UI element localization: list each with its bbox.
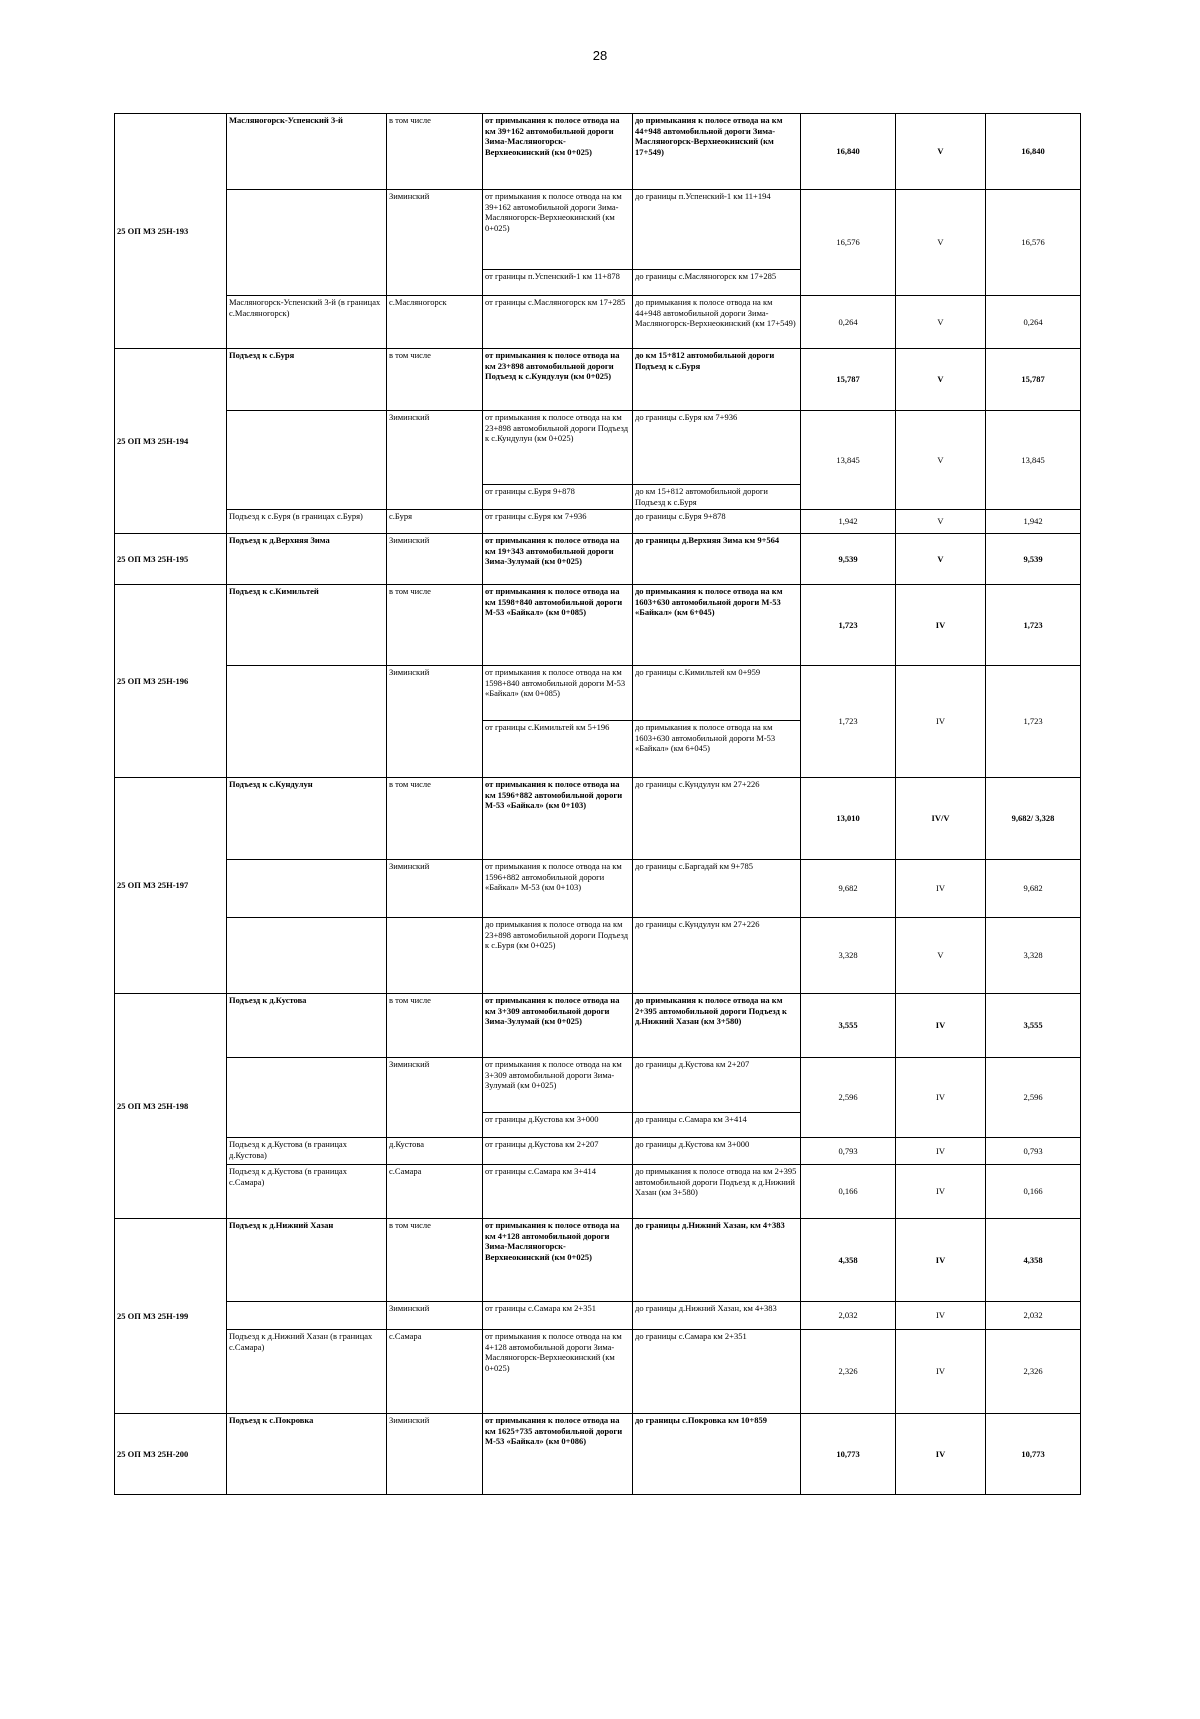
road-name: Подъезд к с.Буря <box>227 349 387 411</box>
total-value: 0,264 <box>986 296 1081 349</box>
road-name: Подъезд к с.Буря (в границах с.Буря) <box>227 510 387 534</box>
category-value: IV <box>896 1165 986 1219</box>
length-value: 9,539 <box>801 534 896 585</box>
segment-from: от примыкания к полосе отвода на км 3+309 автомобильной дороги Зима-Зулумай (км 0+025) <box>483 994 633 1058</box>
total-value: 2,032 <box>986 1302 1081 1330</box>
district: в том числе <box>387 114 483 190</box>
segment-to: до примыкания к полосе отвода на км 1603+630 автомобильной дороги М-53 «Байкал» (км 6+045) <box>633 585 801 666</box>
category-value: IV <box>896 1414 986 1495</box>
segment-to: до границы с.Кундулун км 27+226 <box>633 918 801 994</box>
category-value: V <box>896 114 986 190</box>
total-value: 3,328 <box>986 918 1081 994</box>
road-name: Масляногорск-Успенский 3-й <box>227 114 387 190</box>
district: в том числе <box>387 349 483 411</box>
category-value: IV <box>896 860 986 918</box>
road-name <box>227 1058 387 1138</box>
road-name <box>227 411 387 510</box>
road-id: 25 ОП МЗ 25Н-199 <box>115 1219 227 1414</box>
segment-from: от примыкания к полосе отвода на км 1598+840 автомобильной дороги М-53 «Байкал» (км 0+085) <box>483 585 633 666</box>
segment-from: от примыкания к полосе отвода на км 1625+735 автомобильной дороги М-53 «Байкал» (км 0+086) <box>483 1414 633 1495</box>
district: д.Кустова <box>387 1138 483 1165</box>
length-value: 3,328 <box>801 918 896 994</box>
category-value: IV <box>896 1138 986 1165</box>
segment-from: от примыкания к полосе отвода на км 1598+840 автомобильной дороги М-53 «Байкал» (км 0+085) <box>483 666 633 721</box>
category-value: IV/V <box>896 778 986 860</box>
segment-to: до границы д.Нижний Хазан, км 4+383 <box>633 1219 801 1302</box>
district: Зиминский <box>387 1414 483 1495</box>
table-row <box>115 534 1081 585</box>
segment-to: до границы д.Нижний Хазан, км 4+383 <box>633 1302 801 1330</box>
category-value: IV <box>896 994 986 1058</box>
district: Зиминский <box>387 860 483 918</box>
segment-to: до границы с.Покровка км 10+859 <box>633 1414 801 1495</box>
district <box>387 918 483 994</box>
table-row <box>115 411 1081 485</box>
segment-to: до границы д.Кустова км 2+207 <box>633 1058 801 1113</box>
length-value: 0,166 <box>801 1165 896 1219</box>
road-name <box>227 666 387 778</box>
segment-from: от границы с.Масляногорск км 17+285 <box>483 296 633 349</box>
segment-from: от примыкания к полосе отвода на км 39+162 автомобильной дороги Зима-Масляногорск-Верхнеокинский (км 0+025) <box>483 190 633 270</box>
road-id: 25 ОП МЗ 25Н-198 <box>115 994 227 1219</box>
length-value: 16,576 <box>801 190 896 296</box>
district: в том числе <box>387 994 483 1058</box>
table-row <box>115 1165 1081 1219</box>
table-row <box>115 1138 1081 1165</box>
road-name: Подъезд к с.Кимильтей <box>227 585 387 666</box>
table-row <box>115 860 1081 918</box>
segment-from: от границы с.Буря км 7+936 <box>483 510 633 534</box>
road-name: Подъезд к д.Верхняя Зима <box>227 534 387 585</box>
category-value: V <box>896 411 986 510</box>
table-row <box>115 1219 1081 1302</box>
total-value: 16,576 <box>986 190 1081 296</box>
total-value: 0,793 <box>986 1138 1081 1165</box>
length-value: 13,010 <box>801 778 896 860</box>
length-value: 1,942 <box>801 510 896 534</box>
length-value: 1,723 <box>801 585 896 666</box>
table-row <box>115 994 1081 1058</box>
category-value: V <box>896 190 986 296</box>
category-value: V <box>896 918 986 994</box>
length-value: 10,773 <box>801 1414 896 1495</box>
segment-from: до примыкания к полосе отвода на км 23+898 автомобильной дороги Подъезд к с.Буря (км 0+025) <box>483 918 633 994</box>
total-value: 1,723 <box>986 585 1081 666</box>
segment-from: от примыкания к полосе отвода на км 23+898 автомобильной дороги Подъезд к с.Кундулун (км 0+025) <box>483 411 633 485</box>
table-row <box>115 1330 1081 1414</box>
district: Зиминский <box>387 411 483 510</box>
segment-from: от границы п.Успенский-1 км 11+878 <box>483 270 633 296</box>
total-value: 2,596 <box>986 1058 1081 1138</box>
road-name: Подъезд к д.Нижний Хазан <box>227 1219 387 1302</box>
district: Зиминский <box>387 666 483 778</box>
road-name: Подъезд к с.Покровка <box>227 1414 387 1495</box>
segment-to: до км 15+812 автомобильной дороги Подъезд к с.Буря <box>633 485 801 510</box>
road-id: 25 ОП МЗ 25Н-200 <box>115 1414 227 1495</box>
total-value: 10,773 <box>986 1414 1081 1495</box>
segment-to: до км 15+812 автомобильной дороги Подъезд к с.Буря <box>633 349 801 411</box>
segment-to: до границы с.Буря 9+878 <box>633 510 801 534</box>
road-id: 25 ОП МЗ 25Н-196 <box>115 585 227 778</box>
category-value: V <box>896 296 986 349</box>
road-name: Подъезд к д.Нижний Хазан (в границах с.Самара) <box>227 1330 387 1414</box>
segment-from: от границы с.Кимильтей км 5+196 <box>483 721 633 778</box>
road-name: Масляногорск-Успенский 3-й (в границах с.Масляногорск) <box>227 296 387 349</box>
category-value: IV <box>896 1058 986 1138</box>
road-id: 25 ОП МЗ 25Н-193 <box>115 114 227 349</box>
category-value: IV <box>896 1219 986 1302</box>
total-value: 15,787 <box>986 349 1081 411</box>
segment-from: от границы д.Кустова км 2+207 <box>483 1138 633 1165</box>
length-value: 0,264 <box>801 296 896 349</box>
segment-to: до границы с.Самара км 2+351 <box>633 1330 801 1414</box>
segment-to: до границы д.Верхняя Зима км 9+564 <box>633 534 801 585</box>
segment-from: от границы д.Кустова км 3+000 <box>483 1113 633 1138</box>
page-number: 28 <box>592 48 608 63</box>
segment-to: до примыкания к полосе отвода на км 1603+630 автомобильной дороги М-53 «Байкал» (км 6+045) <box>633 721 801 778</box>
district: в том числе <box>387 1219 483 1302</box>
district: с.Самара <box>387 1330 483 1414</box>
segment-to: до границы с.Масляногорск км 17+285 <box>633 270 801 296</box>
road-name <box>227 1302 387 1330</box>
table-row <box>115 114 1081 190</box>
district: Зиминский <box>387 1058 483 1138</box>
road-name <box>227 190 387 296</box>
category-value: IV <box>896 666 986 778</box>
segment-to: до примыкания к полосе отвода на км 44+948 автомобильной дороги Зима-Масляногорск-Верхнеокинский (км 17+549) <box>633 114 801 190</box>
length-value: 2,032 <box>801 1302 896 1330</box>
category-value: V <box>896 349 986 411</box>
segment-to: до границы с.Кундулун км 27+226 <box>633 778 801 860</box>
district: с.Масляногорск <box>387 296 483 349</box>
total-value: 4,358 <box>986 1219 1081 1302</box>
segment-from: от границы с.Самара км 3+414 <box>483 1165 633 1219</box>
segment-to: до границы с.Кимильтей км 0+959 <box>633 666 801 721</box>
segment-from: от примыкания к полосе отвода на км 1596+882 автомобильной дороги «Байкал» М-53 (км 0+103) <box>483 860 633 918</box>
segment-to: до границы с.Самара км 3+414 <box>633 1113 801 1138</box>
segment-from: от примыкания к полосе отвода на км 1596+882 автомобильной дороги М-53 «Байкал» (км 0+103) <box>483 778 633 860</box>
category-value: IV <box>896 1302 986 1330</box>
length-value: 2,326 <box>801 1330 896 1414</box>
length-value: 3,555 <box>801 994 896 1058</box>
category-value: IV <box>896 1330 986 1414</box>
road-id: 25 ОП МЗ 25Н-195 <box>115 534 227 585</box>
road-id: 25 ОП МЗ 25Н-194 <box>115 349 227 534</box>
segment-to: до примыкания к полосе отвода на км 2+395 автомобильной дороги Подъезд к д.Нижний Хазан (км 3+580) <box>633 994 801 1058</box>
table-row <box>115 296 1081 349</box>
district: Зиминский <box>387 1302 483 1330</box>
category-value: IV <box>896 585 986 666</box>
segment-from: от примыкания к полосе отвода на км 4+128 автомобильной дороги Зима-Масляногорск-Верхнеокинский (км 0+025) <box>483 1219 633 1302</box>
district: в том числе <box>387 585 483 666</box>
district: с.Буря <box>387 510 483 534</box>
table-row <box>115 778 1081 860</box>
table-row <box>115 190 1081 270</box>
total-value: 13,845 <box>986 411 1081 510</box>
total-value: 1,723 <box>986 666 1081 778</box>
district: Зиминский <box>387 190 483 296</box>
district: Зиминский <box>387 534 483 585</box>
table-row <box>115 1414 1081 1495</box>
category-value: V <box>896 534 986 585</box>
table-row <box>115 510 1081 534</box>
segment-from: от границы с.Буря 9+878 <box>483 485 633 510</box>
total-value: 2,326 <box>986 1330 1081 1414</box>
length-value: 2,596 <box>801 1058 896 1138</box>
table-row <box>115 918 1081 994</box>
road-id: 25 ОП МЗ 25Н-197 <box>115 778 227 994</box>
length-value: 9,682 <box>801 860 896 918</box>
segment-from: от границы с.Самара км 2+351 <box>483 1302 633 1330</box>
total-value: 3,555 <box>986 994 1081 1058</box>
table-row <box>115 666 1081 721</box>
total-value: 9,539 <box>986 534 1081 585</box>
road-name: Подъезд к д.Кустова (в границах д.Кустова) <box>227 1138 387 1165</box>
length-value: 0,793 <box>801 1138 896 1165</box>
segment-from: от примыкания к полосе отвода на км 4+128 автомобильной дороги Зима-Масляногорск-Верхнеокинский (км 0+025) <box>483 1330 633 1414</box>
road-name <box>227 918 387 994</box>
segment-to: до примыкания к полосе отвода на км 44+948 автомобильной дороги Зима-Масляногорск-Верхнеокинский (км 17+549) <box>633 296 801 349</box>
road-name: Подъезд к д.Кустова <box>227 994 387 1058</box>
segment-from: от примыкания к полосе отвода на км 39+162 автомобильной дороги Зима-Масляногорск-Верхнеокинский (км 0+025) <box>483 114 633 190</box>
segment-to: до границы с.Буря км 7+936 <box>633 411 801 485</box>
district: в том числе <box>387 778 483 860</box>
segment-to: до границы с.Баргадай км 9+785 <box>633 860 801 918</box>
length-value: 16,840 <box>801 114 896 190</box>
total-value: 9,682/ 3,328 <box>986 778 1081 860</box>
total-value: 0,166 <box>986 1165 1081 1219</box>
total-value: 16,840 <box>986 114 1081 190</box>
table-row <box>115 349 1081 411</box>
length-value: 4,358 <box>801 1219 896 1302</box>
total-value: 9,682 <box>986 860 1081 918</box>
segment-from: от примыкания к полосе отвода на км 23+898 автомобильной дороги Подъезд к с.Кундулун (км 0+025) <box>483 349 633 411</box>
district: с.Самара <box>387 1165 483 1219</box>
table-row <box>115 1302 1081 1330</box>
road-name: Подъезд к с.Кундулун <box>227 778 387 860</box>
length-value: 15,787 <box>801 349 896 411</box>
roads-table <box>114 113 1081 1495</box>
road-name <box>227 860 387 918</box>
segment-from: от примыкания к полосе отвода на км 3+309 автомобильной дороги Зима-Зулумай (км 0+025) <box>483 1058 633 1113</box>
table-row <box>115 1058 1081 1113</box>
segment-to: до границы д.Кустова км 3+000 <box>633 1138 801 1165</box>
segment-from: от примыкания к полосе отвода на км 19+343 автомобильной дороги Зима-Зулумай (км 0+025) <box>483 534 633 585</box>
length-value: 1,723 <box>801 666 896 778</box>
category-value: V <box>896 510 986 534</box>
road-name: Подъезд к д.Кустова (в границах с.Самара) <box>227 1165 387 1219</box>
table-row <box>115 585 1081 666</box>
segment-to: до примыкания к полосе отвода на км 2+395 автомобильной дороги Подъезд к д.Нижний Хазан (км 3+580) <box>633 1165 801 1219</box>
length-value: 13,845 <box>801 411 896 510</box>
segment-to: до границы п.Успенский-1 км 11+194 <box>633 190 801 270</box>
total-value: 1,942 <box>986 510 1081 534</box>
